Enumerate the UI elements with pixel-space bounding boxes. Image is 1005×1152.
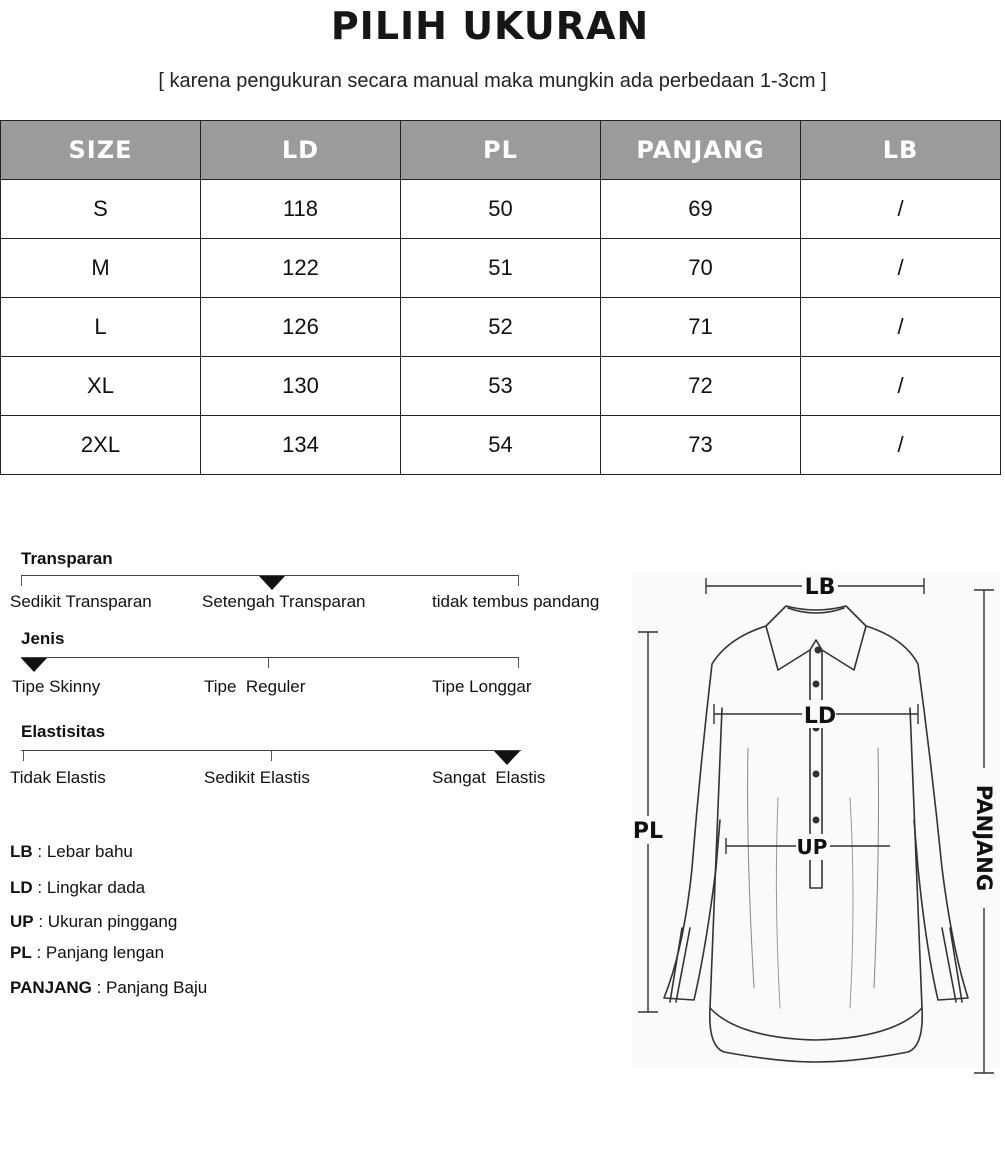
glossary-item [10, 943, 164, 963]
scale-label: Sedikit Elastis [204, 768, 310, 787]
scale-label: Tidak Elastis [10, 768, 106, 787]
scale-tick [518, 658, 519, 668]
page-title: PILIH UKURAN [330, 4, 650, 48]
diagram-label-panjang: PANJANG [972, 784, 996, 892]
table-cell: 52 [401, 298, 601, 357]
glossary-key: LD [10, 878, 33, 897]
table-cell: 122 [201, 239, 401, 298]
glossary-key: LB [10, 842, 33, 861]
diagram-label-pl: PL [632, 819, 664, 844]
glossary-text: Panjang Baju [106, 978, 208, 997]
scale-marker-icon [259, 576, 285, 590]
table-row [1, 416, 1001, 475]
table-cell: / [801, 416, 1001, 475]
table-cell: L [1, 298, 201, 357]
table-cell: 53 [401, 357, 601, 416]
table-row [1, 357, 1001, 416]
glossary-item [10, 978, 207, 998]
scale-title-elastisitas: Elastisitas [21, 722, 106, 741]
diagram-label-up: UP [796, 835, 828, 859]
table-cell: XL [1, 357, 201, 416]
scale-title-transparan: Transparan [21, 549, 113, 568]
glossary-key: UP [10, 912, 34, 931]
size-table [0, 120, 1001, 475]
scale-label: Tipe Longgar [432, 677, 532, 696]
table-cell: S [1, 180, 201, 239]
button-dot-icon [813, 681, 820, 688]
scale-label: Sedikit Transparan [10, 592, 152, 611]
button-dot-icon [815, 647, 822, 654]
diagram-label-lb: LB [804, 575, 836, 600]
table-cell: 71 [601, 298, 801, 357]
column-header-pl: PL [401, 121, 601, 180]
table-cell: / [801, 239, 1001, 298]
table-header-row [1, 121, 1001, 180]
table-cell: 72 [601, 357, 801, 416]
scale-tick [268, 658, 269, 668]
table-cell: 118 [201, 180, 401, 239]
glossary-text: Lingkar dada [46, 878, 146, 897]
scale-tick [23, 751, 24, 761]
table-cell: 126 [201, 298, 401, 357]
glossary-separator: : [32, 878, 47, 897]
glossary-key: PL [10, 943, 32, 962]
table-cell: 54 [401, 416, 601, 475]
column-header-lb: LB [801, 121, 1001, 180]
column-header-size: SIZE [1, 121, 201, 180]
table-row [1, 239, 1001, 298]
shirt-measurement-diagram [628, 568, 1005, 1078]
column-header-ld: LD [201, 121, 401, 180]
table-cell: 2XL [1, 416, 201, 475]
scale-label: Tipe Reguler [204, 677, 306, 696]
scale-marker-icon [21, 658, 47, 672]
table-cell: M [1, 239, 201, 298]
glossary-item [10, 842, 133, 862]
glossary-item [10, 912, 177, 932]
button-dot-icon [813, 817, 820, 824]
table-cell: 134 [201, 416, 401, 475]
table-cell: / [801, 357, 1001, 416]
scale-label: tidak tembus pandang [432, 592, 600, 611]
table-cell: 73 [601, 416, 801, 475]
table-cell: 70 [601, 239, 801, 298]
scale-label: Setengah Transparan [202, 592, 366, 611]
table-cell: 51 [401, 239, 601, 298]
table-cell: / [801, 298, 1001, 357]
glossary-separator: : [32, 842, 47, 861]
glossary-separator: : [33, 912, 48, 931]
measurement-note: [ karena pengukuran secara manual maka mungkin ada perbedaan 1-3cm ] [158, 70, 827, 92]
glossary-key: PANJANG [10, 978, 92, 997]
diagram-label-ld: LD [803, 704, 837, 729]
shirt-illustration [628, 568, 1005, 1078]
scale-marker-icon [494, 751, 520, 765]
glossary-separator: : [91, 978, 107, 997]
table-cell: 69 [601, 180, 801, 239]
scale-label: Sangat Elastis [432, 768, 546, 787]
glossary-text: Lebar bahu [46, 842, 133, 861]
scale-tick [518, 576, 519, 586]
scale-title-jenis: Jenis [21, 629, 65, 648]
scale-label: Tipe Skinny [12, 677, 101, 696]
glossary-text: Panjang lengan [45, 943, 165, 962]
table-cell: / [801, 180, 1001, 239]
scale-tick [271, 751, 272, 761]
table-cell: 130 [201, 357, 401, 416]
button-dot-icon [813, 771, 820, 778]
scale-line [21, 657, 519, 658]
glossary-text: Ukuran pinggang [47, 912, 178, 931]
table-row [1, 298, 1001, 357]
scale-tick [21, 576, 22, 586]
glossary-separator: : [31, 943, 46, 962]
table-row [1, 180, 1001, 239]
table-cell: 50 [401, 180, 601, 239]
glossary-item [10, 878, 145, 898]
column-header-panjang: PANJANG [601, 121, 801, 180]
